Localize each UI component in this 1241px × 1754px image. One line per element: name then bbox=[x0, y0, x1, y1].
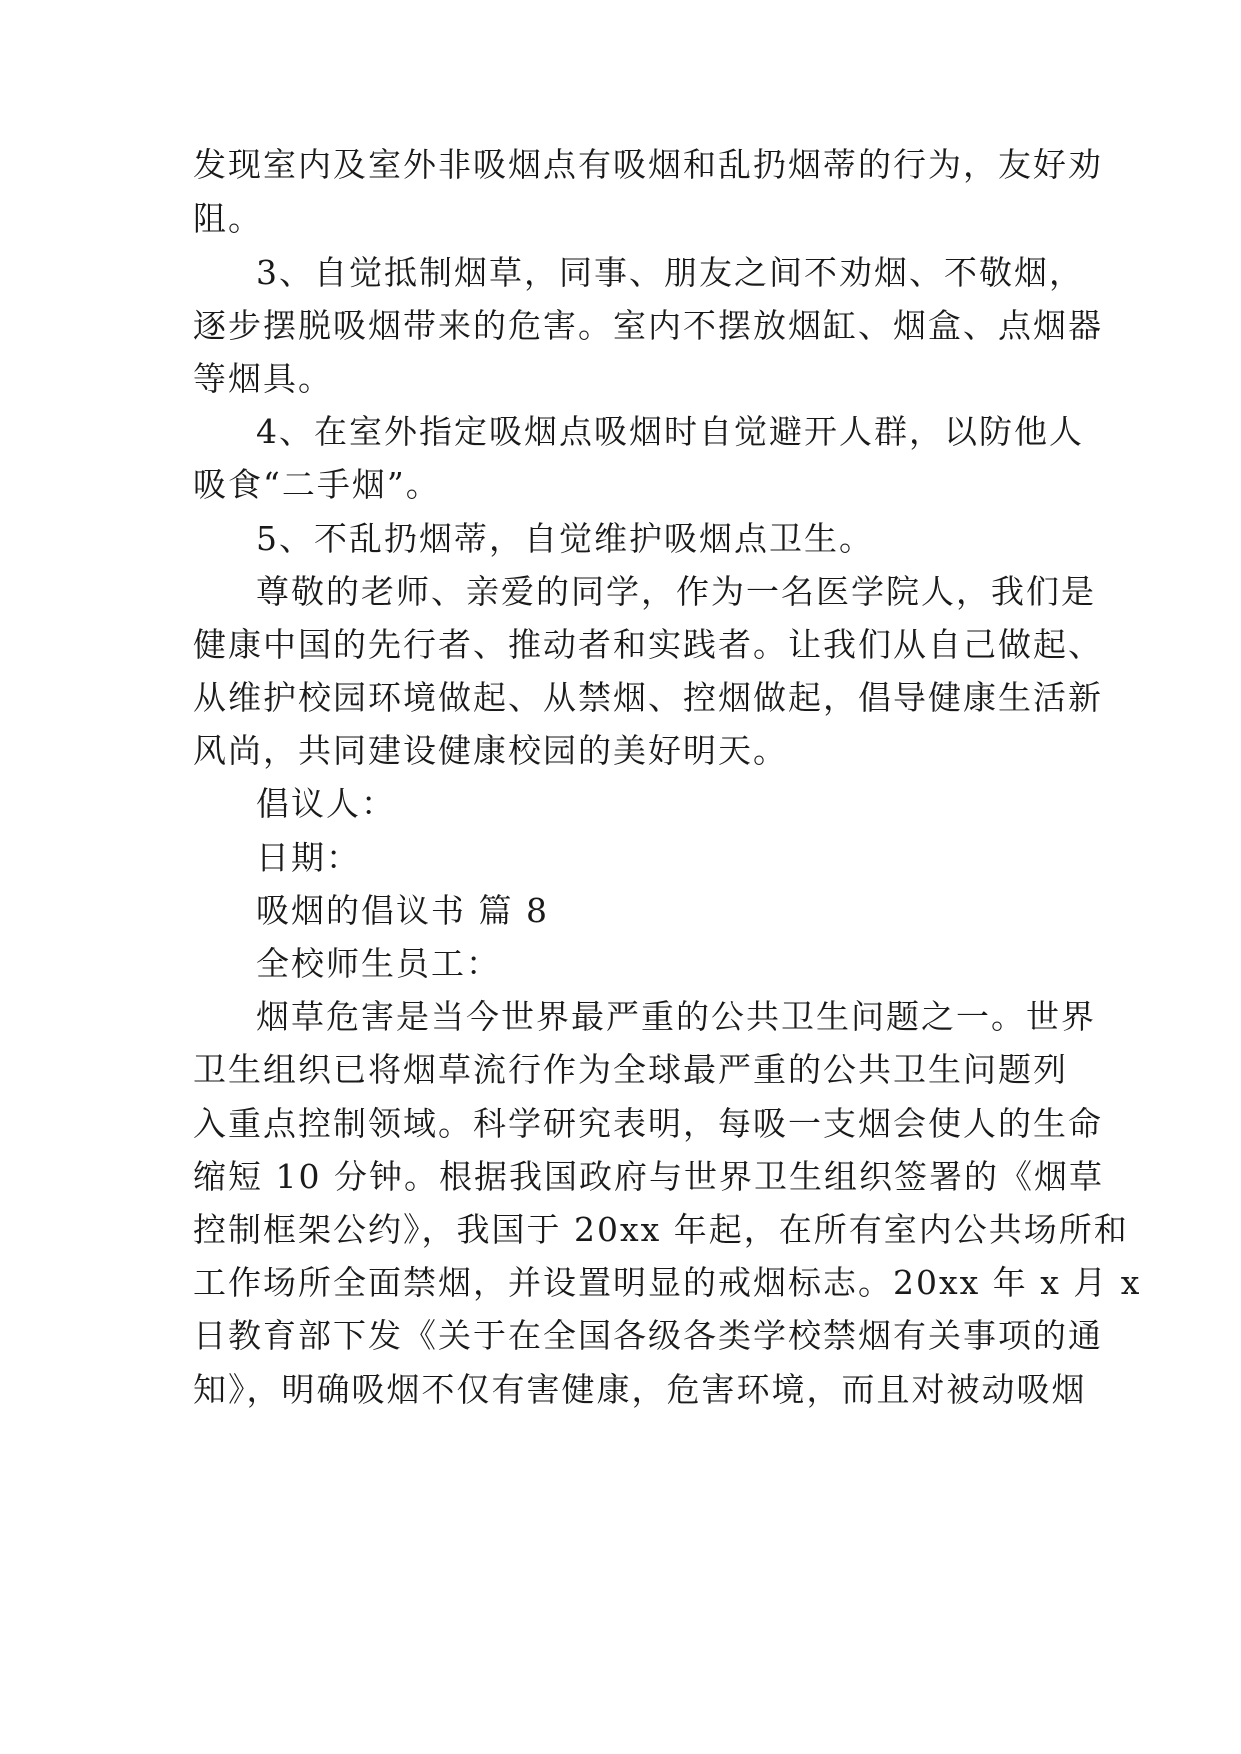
text-line: 尊敬的老师、亲爱的同学，作为一名医学院人，我们是 bbox=[256, 572, 1096, 611]
text-line: 工作场所全面禁烟，并设置明显的戒烟标志。20xx 年 x 月 x bbox=[193, 1263, 1142, 1302]
text-line: 从维护校园环境做起、从禁烟、控烟做起，倡导健康生活新 bbox=[193, 678, 1103, 717]
text-line: 吸食“二手烟”。 bbox=[193, 465, 441, 504]
text-line: 阻。 bbox=[193, 199, 263, 238]
text-line: 逐步摆脱吸烟带来的危害。室内不摆放烟缸、烟盒、点烟器 bbox=[193, 306, 1103, 345]
salutation: 全校师生员工： bbox=[256, 944, 501, 983]
text-line: 日教育部下发《关于在全国各级各类学校禁烟有关事项的通 bbox=[193, 1316, 1103, 1355]
date-label: 日期： bbox=[256, 838, 361, 877]
text-line: 等烟具。 bbox=[193, 359, 333, 398]
text-line: 缩短 10 分钟。根据我国政府与世界卫生组织签署的《烟草 bbox=[193, 1157, 1104, 1196]
text-line: 5、不乱扔烟蒂，自觉维护吸烟点卫生。 bbox=[256, 519, 874, 558]
text-line: 烟草危害是当今世界最严重的公共卫生问题之一。世界 bbox=[256, 997, 1096, 1036]
text-line: 健康中国的先行者、推动者和实践者。让我们从自己做起、 bbox=[193, 625, 1103, 664]
text-line: 4、在室外指定吸烟点吸烟时自觉避开人群，以防他人 bbox=[256, 412, 1084, 451]
text-line: 知》，明确吸烟不仅有害健康，危害环境，而且对被动吸烟 bbox=[193, 1370, 1087, 1409]
text-line: 发现室内及室外非吸烟点有吸烟和乱扔烟蒂的行为，友好劝 bbox=[193, 145, 1103, 184]
signer-label: 倡议人： bbox=[256, 784, 396, 823]
text-line: 入重点控制领域。科学研究表明，每吸一支烟会使人的生命 bbox=[193, 1104, 1103, 1143]
text-line: 卫生组织已将烟草流行作为全球最严重的公共卫生问题列 bbox=[193, 1050, 1068, 1089]
text-line: 控制框架公约》，我国于 20xx 年起，在所有室内公共场所和 bbox=[193, 1210, 1129, 1249]
text-line: 3、自觉抵制烟草，同事、朋友之间不劝烟、不敬烟， bbox=[256, 253, 1084, 292]
section-heading: 吸烟的倡议书 篇 8 bbox=[256, 891, 549, 930]
text-line: 风尚，共同建设健康校园的美好明天。 bbox=[193, 731, 788, 770]
